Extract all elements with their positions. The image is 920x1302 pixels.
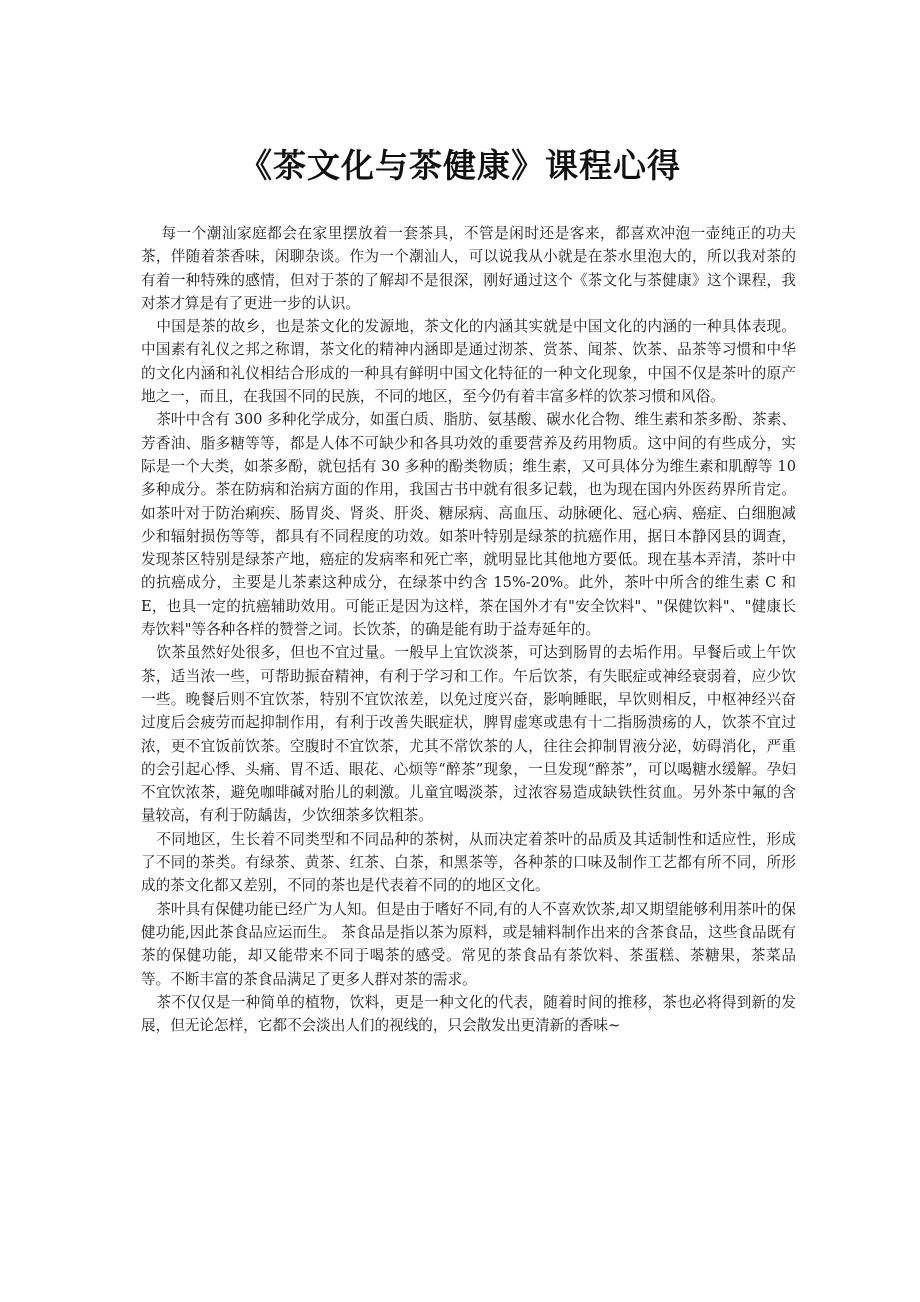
document-body — [141, 222, 796, 1037]
paragraph: 中国是茶的故乡，也是茶文化的发源地，茶文化的内涵其实就是中国文化的内涵的一种具体表现。中国素有礼仪之邦之称谓，茶文化的精神内涵即是通过沏茶、赏茶、闻茶、饮茶、品茶等习惯和中华的文化内涵和礼仪相结合形成的一种具有鲜明中国文化特征的一种文化现象，中国不仅是茶叶的原产地之一，而且，在我国不同的民族，不同的地区，至今仍有着丰富多样的饮茶习惯和风俗。 — [141, 318, 796, 406]
paragraph: 不同地区，生长着不同类型和不同品种的茶树，从而决定着茶叶的品质及其适制性和适应性，形成了不同的茶类。有绿茶、黄茶、红茶、白茶，和黑茶等，各种茶的口味及制作工艺都有所不同，所形成的茶文化都又差别，不同的茶也是代表着不同的的地区文化。 — [141, 830, 796, 895]
paragraph: 茶叶中含有 300 多种化学成分，如蛋白质、脂肪、氨基酸、碳水化合物、维生素和茶多酚、茶素、芳香油、脂多糖等等，都是人体不可缺少和各具功效的重要营养及药用物质。这中间的有些成分，实际是一个大类，如茶多酚，就包括有 30 多种的酚类物质；维生素，又可具体分为维生素和肌醇等 10 多种成分。茶在防病和治病方面的作用，我国古书中就有很多记载，也为现在国内外医药界所肯定。如茶叶对于防治痢疾、肠胃炎、肾炎、肝炎、糖尿病、高血压、动脉硬化、冠心病、癌症、白细胞减少和辐射损伤等等，都具有不同程度的功效。如茶叶特别是绿茶的抗癌作用，据日本静冈县的调查，发现茶区特别是绿茶产地，癌症的发病率和死亡率，就明显比其他地方要低。现在基本弄清，茶叶中的抗癌成分，主要是儿茶素这种成分，在绿茶中约含 15%-20%。此外，茶叶中所含的维生素 C 和 E，也具一定的抗癌辅助效用。可能正是因为这样，茶在国外才有"安全饮料"、"保健饮料"、"健康长寿饮料"等各种各样的赞誉之词。长饮茶，的确是能有助于益寿延年的。 — [141, 411, 796, 639]
paragraph: 饮茶虽然好处很多，但也不宜过量。一般早上宜饮淡茶，可达到肠胃的去垢作用。早餐后或上午饮茶，适当浓一些，可帮助振奋精神，有利于学习和工作。午后饮茶，有失眠症或神经衰弱着，应少饮一些。晚餐后则不宜饮茶，特别不宜饮浓差，以免过度兴奋，影响睡眠，早饮则相反，中枢神经兴奋过度后会疲劳而起抑制作用，有利于改善失眠症状，脾胃虚寒或患有十二指肠溃疡的人，饮茶不宜过浓，更不宜饭前饮茶。空腹时不宜饮茶，尤其不常饮茶的人，往往会抑制胃液分泌，妨碍消化，严重的会引起心悸、头痛、胃不适、眼花、心烦等“醉茶”现象，一旦发现“醉茶”，可以喝糖水缓解。孕妇不宜饮浓茶，避免咖啡碱对胎儿的刺激。儿童宜喝淡茶，过浓容易造成缺铁性贫血。另外茶中氟的含量较高，有利于防龋齿，少饮细茶多饮粗茶。 — [141, 644, 796, 825]
document-title: 《茶文化与茶健康》课程心得 — [239, 146, 681, 185]
paragraph: 每一个潮汕家庭都会在家里摆放着一套茶具，不管是闲时还是客来，都喜欢冲泡一壶纯正的功夫茶，伴随着茶香味，闲聊杂谈。作为一个潮汕人，可以说我从小就是在茶水里泡大的，所以我对茶的有着一种特殊的感情，但对于茶的了解却不是很深，刚好通过这个《茶文化与茶健康》这个课程，我对茶才算是有了更进一步的认识。 — [141, 225, 796, 312]
paragraph: 茶叶具有保健功能已经广为人知。但是由于嗜好不同,有的人不喜欢饮茶,却又期望能够利用茶叶的保健功能,因此茶食品应运而生。 茶食品是指以茶为原料，或是辅料制作出来的含茶食品，这些食品既有茶的保健功能，却又能带来不同于喝茶的感受。常见的茶食品有茶饮料、茶蛋糕、茶糖果，茶菜品等。不断丰富的茶食品满足了更多人群对茶的需求。 — [141, 900, 796, 988]
paragraph: 茶不仅仅是一种简单的植物，饮料，更是一种文化的代表，随着时间的推移，茶也必将得到新的发展，但无论怎样，它都不会淡出人们的视线的，只会散发出更清新的香味~ — [141, 993, 796, 1035]
